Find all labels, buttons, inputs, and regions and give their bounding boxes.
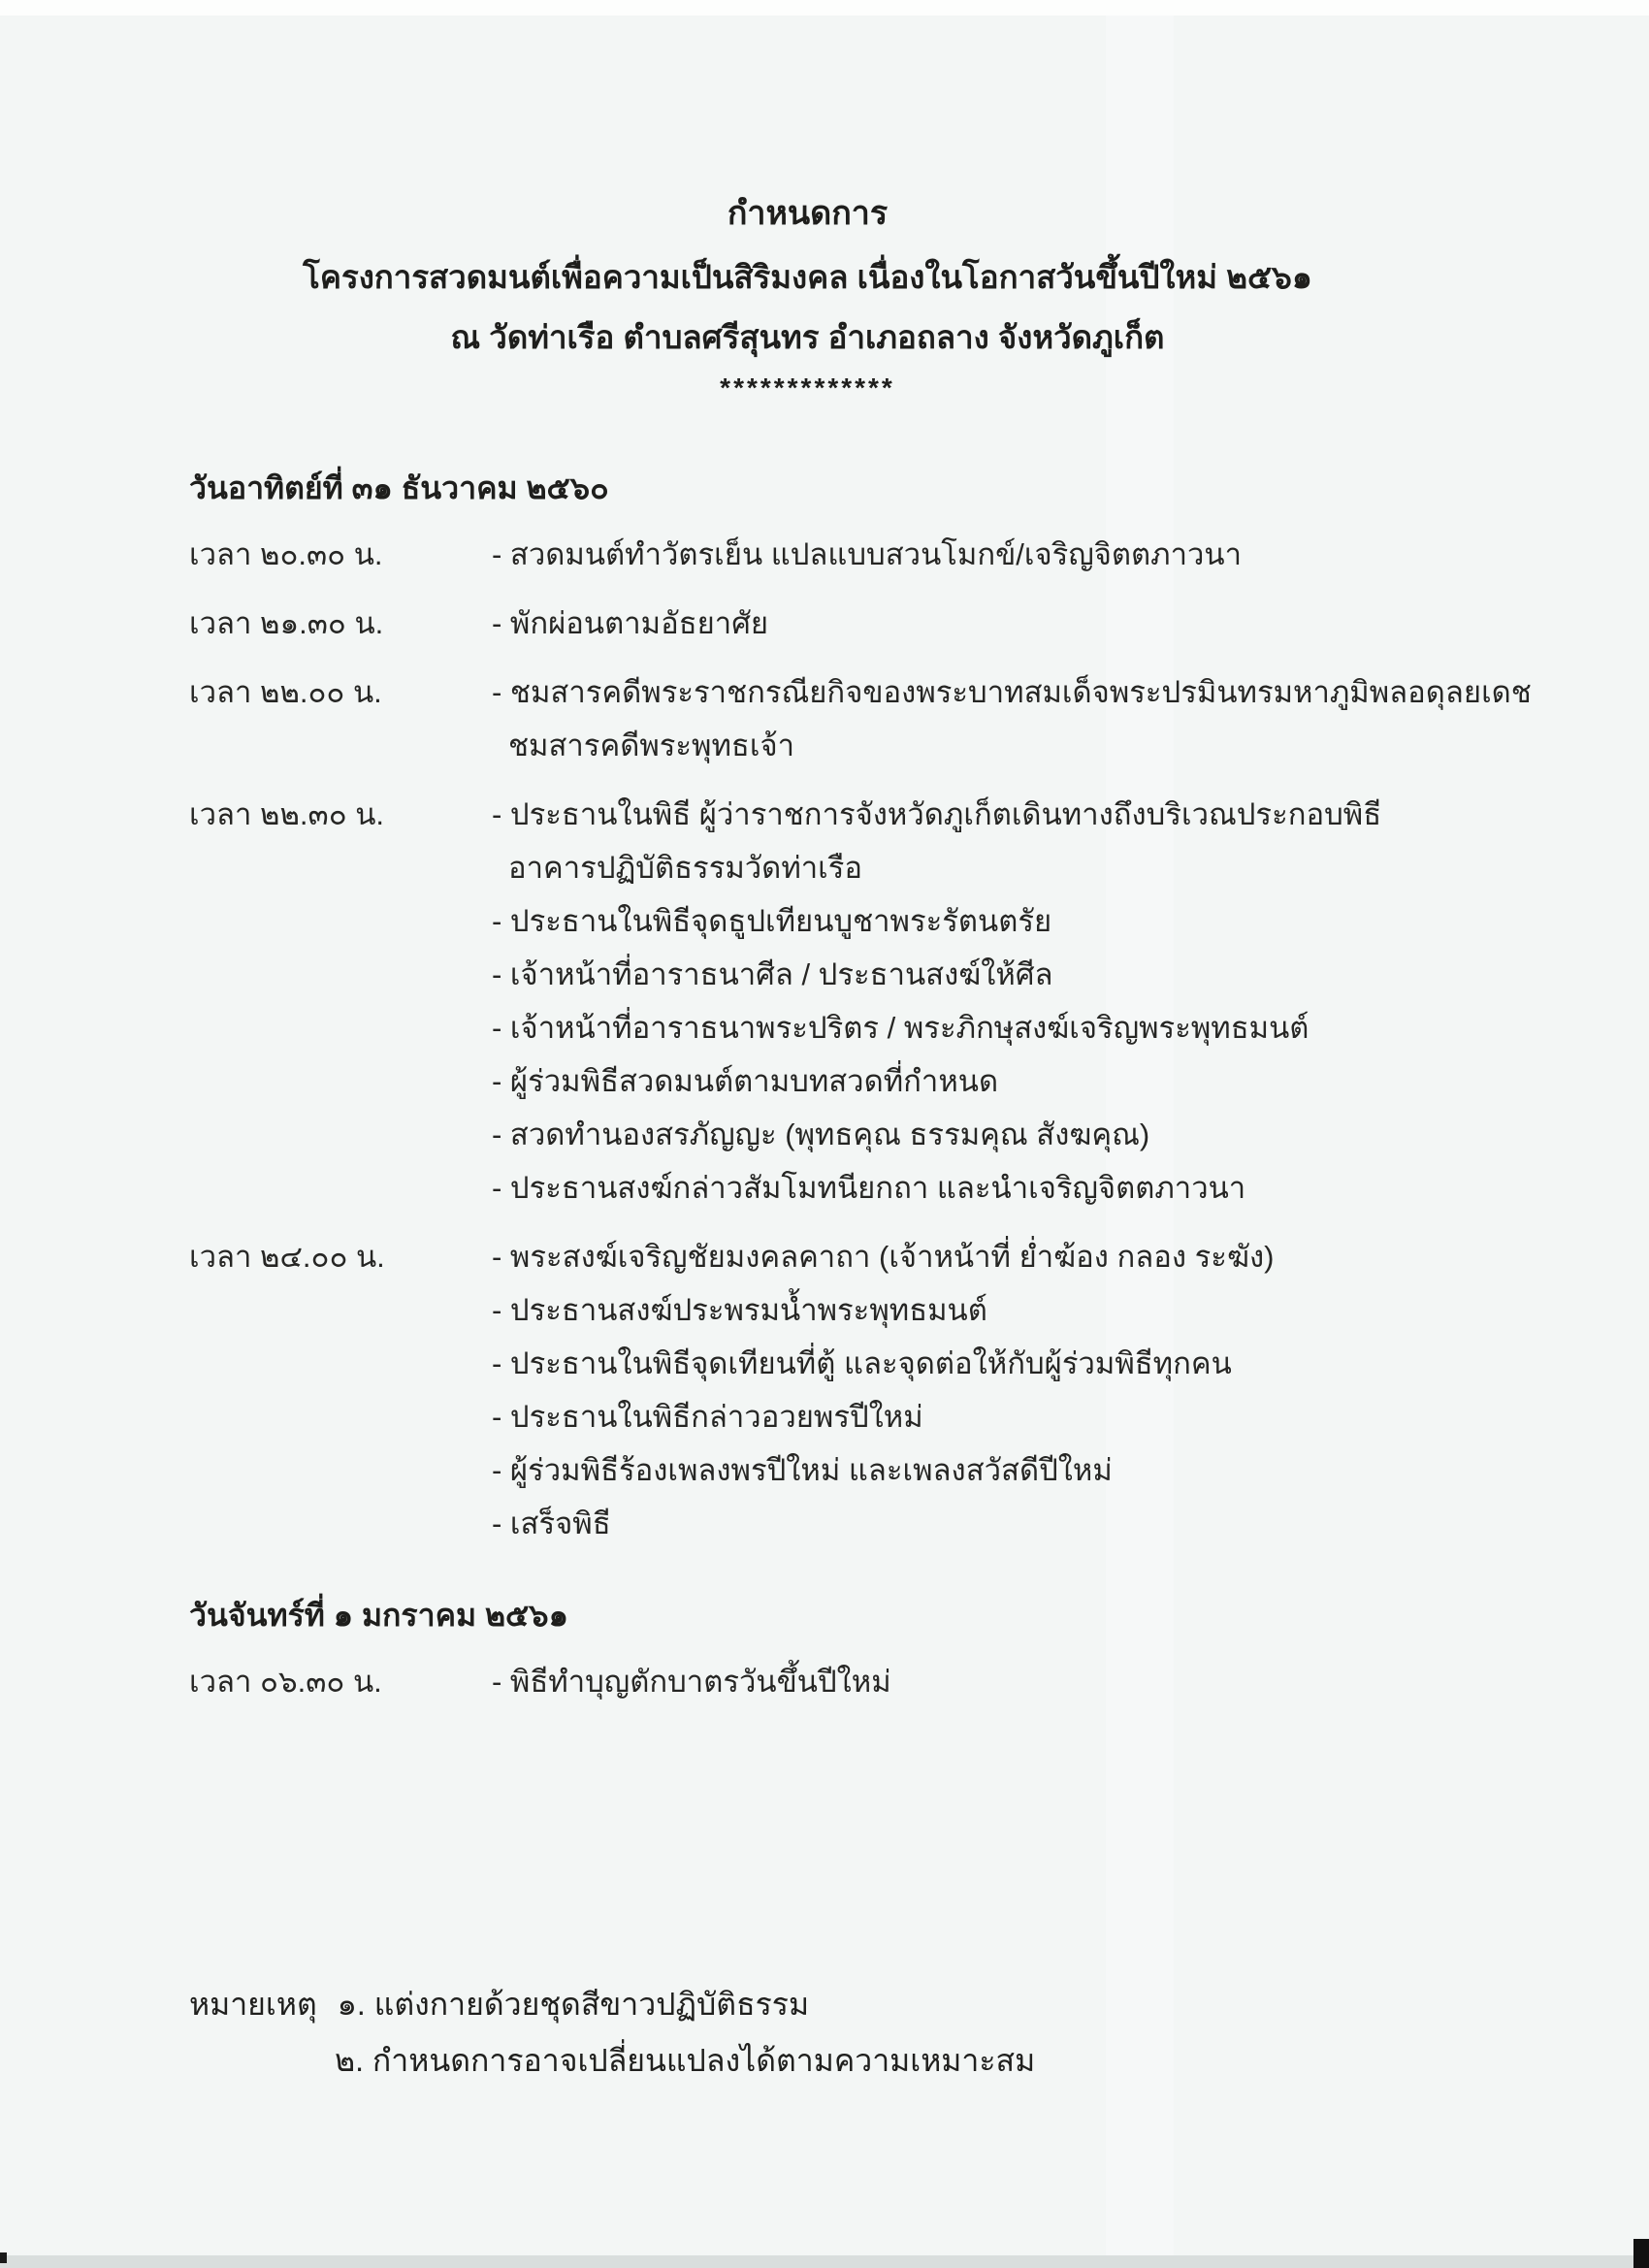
- entry-activities: [492, 1230, 1426, 1550]
- schedule-entry: [189, 665, 1532, 772]
- note-item: ๑. แต่งกายด้วยชุดสีขาวปฏิบัติธรรม: [337, 1987, 810, 2022]
- entry-time: เวลา ๒๒.๐๐ น.: [189, 675, 382, 709]
- activity-line: - ประธานสงฆ์กล่าวสัมโมทนียกถา และนำเจริญจิตตภาวนา: [492, 1171, 1246, 1205]
- activity-line: - ประธานในพิธีกล่าวอวยพรปีใหม่: [492, 1400, 923, 1434]
- note-line: [189, 2032, 1426, 2089]
- activity-line: - ประธานในพิธีจุดธูปเทียนบูชาพระรัตนตรัย: [492, 904, 1052, 938]
- entry-time: เวลา ๒๑.๓๐ น.: [189, 606, 384, 640]
- entry-time: เวลา ๒๐.๓๐ น.: [189, 537, 383, 571]
- entry-time: เวลา ๐๖.๓๐ น.: [189, 1665, 382, 1699]
- schedule-section: [189, 464, 1532, 1550]
- schedule-entry: [189, 788, 1426, 1215]
- activity-line: ชมสารคดีพระพุทธเจ้า: [508, 729, 795, 762]
- activity-line: - เจ้าหน้าที่อาราธนาศีล / ประธานสงฆ์ให้ศีล: [492, 957, 1053, 991]
- activity-line: - ประธานในพิธี ผู้ว่าราชการจังหวัดภูเก็ตเดินทางถึงบริเวณประกอบพิธี: [492, 797, 1382, 831]
- entry-time: เวลา ๒๒.๓๐ น.: [189, 797, 385, 831]
- asterisk-divider: *************: [720, 373, 895, 403]
- activity-line: - ประธานสงฆ์ประพรมน้ำพระพุทธมนต์: [492, 1293, 987, 1327]
- schedule-entry: [189, 1655, 1426, 1708]
- activity-line: - พิธีทำบุญตักบาตรวันขึ้นปีใหม่: [492, 1665, 891, 1699]
- entry-activities: [492, 788, 1426, 1215]
- activity-line: - ผู้ร่วมพิธีสวดมนต์ตามบทสวดที่กำหนด: [492, 1064, 999, 1098]
- section-date-heading: วันจันทร์ที่ ๑ มกราคม ๒๕๖๑: [189, 1598, 568, 1633]
- entry-activities: [492, 665, 1532, 772]
- scan-edge-bottom: [0, 2255, 1649, 2268]
- activity-line: อาคารปฏิบัติธรรมวัดท่าเรือ: [508, 851, 863, 885]
- schedule-section: [189, 1591, 1426, 1708]
- document-subtitle-venue: ณ วัดท่าเรือ ตำบลศรีสุนทร อำเภอถลาง จังหวัดภูเก็ต: [450, 319, 1165, 355]
- schedule: [189, 464, 1532, 1708]
- entry-activities: [492, 528, 1426, 581]
- activity-line: - พักผ่อนตามอัธยาศัย: [492, 606, 769, 640]
- activity-line: - สวดทำนองสรภัญญะ (พุทธคุณ ธรรมคุณ สังฆคุณ): [492, 1118, 1150, 1151]
- schedule-entry: [189, 1230, 1426, 1550]
- activity-line: - สวดมนต์ทำวัตรเย็น แปลแบบสวนโมกข์/เจริญจิตตภาวนา: [492, 537, 1243, 571]
- note-line: [189, 1976, 1426, 2032]
- schedule-entry: [189, 528, 1426, 581]
- document-content: [189, 190, 1532, 2089]
- scan-edge-notch: [0, 2252, 7, 2263]
- scan-edge-top: [0, 0, 1649, 16]
- activity-line: - ประธานในพิธีจุดเทียนที่ตู้ และจุดต่อให้กับผู้ร่วมพิธีทุกคน: [492, 1346, 1232, 1380]
- activity-line: - ผู้ร่วมพิธีร้องเพลงพรปีใหม่ และเพลงสวัสดีปีใหม่: [492, 1453, 1113, 1487]
- activity-line: - เสร็จพิธี: [492, 1507, 611, 1540]
- document-header: [189, 190, 1426, 407]
- document-title: กำหนดการ: [727, 195, 889, 232]
- section-date-heading: วันอาทิตย์ที่ ๓๑ ธันวาคม ๒๕๖๐: [189, 470, 609, 505]
- scan-corner-mark: [1633, 2239, 1649, 2268]
- entry-activities: [492, 1655, 1426, 1708]
- document-subtitle-project: โครงการสวดมนต์เพื่อความเป็นสิริมงคล เนื่องในโอกาสวันขึ้นปีใหม่ ๒๕๖๑: [303, 259, 1312, 295]
- schedule-entry: [189, 597, 1426, 650]
- activity-line: - ชมสารคดีพระราชกรณียกิจของพระบาทสมเด็จพระปรมินทรมหาภูมิพลอดุลยเดช: [492, 675, 1532, 709]
- notes: [189, 1976, 1426, 2089]
- entry-activities: [492, 597, 1426, 650]
- notes-label: หมายเหตุ: [189, 1987, 317, 2022]
- entry-time: เวลา ๒๔.๐๐ น.: [189, 1240, 385, 1274]
- activity-line: - เจ้าหน้าที่อาราธนาพระปริตร / พระภิกษุสงฆ์เจริญพระพุทธมนต์: [492, 1011, 1310, 1045]
- activity-line: - พระสงฆ์เจริญชัยมงคลคาถา (เจ้าหน้าที่ ย่ำฆ้อง กลอง ระฆัง): [492, 1240, 1275, 1274]
- note-item: ๒. กำหนดการอาจเปลี่ยนแปลงได้ตามความเหมาะสม: [335, 2043, 1036, 2078]
